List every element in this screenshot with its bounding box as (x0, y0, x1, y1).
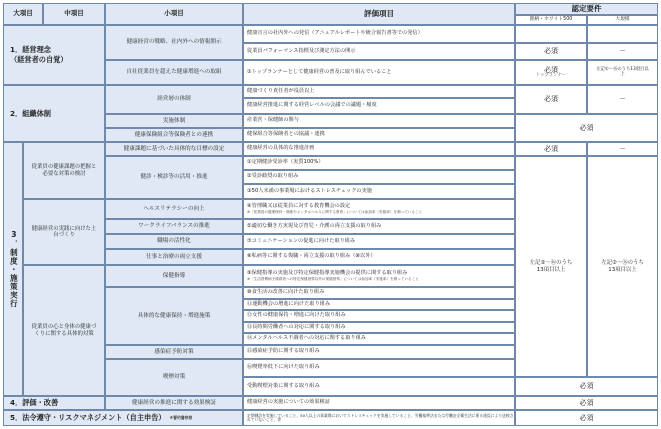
req-e2-large (515, 43, 587, 60)
eval-stress-check: ③50人未満の事業場におけるストレスチェックの実施 (243, 184, 515, 199)
eval-education-note: ※「従業員の健康保持・増進やメンタルヘルスに関する教育」については参加率（実施率）を測っていること (247, 209, 423, 214)
must-mark: 必須 (579, 123, 594, 132)
req-e3-small: 左記①〜⑯のうち13項目以上 (587, 60, 658, 85)
minor-target-setting: 健康課題に基づいた具体的な目標の設定 (105, 142, 243, 156)
req-b1-large (515, 85, 587, 114)
eval-performance-indicators: 従業員パフォーマンス指標及び測定方法の開示 (243, 43, 515, 60)
req-b2-merged (515, 114, 658, 142)
must-mark: 必須 (579, 413, 594, 422)
minor-management-structure: 経営層の体制 (105, 85, 243, 114)
eval-insurer-consultation: 健保組合等保険者との協議・連携 (243, 128, 515, 142)
req-c1-large (515, 142, 587, 156)
eval-long-hours: ⑬長時間労働者への対応に関する取り組み (243, 322, 515, 333)
eval-women-health: ⑫女性の健康保持・増進に向けた取り組み (243, 310, 515, 322)
section-evaluation (3, 396, 105, 410)
eval-health-guidance (243, 265, 515, 287)
eval-effect-verification: 健康経営の実施についての効果検証 (243, 396, 515, 410)
eval-exercise: ⑪運動機会の増進に向けた取り組み (243, 299, 515, 310)
eval-compliance: 定期健診を実施していること、50人以上の事業場においてストレスチェックを実施していること、労働基準法または労働安全衛生法に係る違反により送検されていないこと、等 (243, 410, 515, 426)
minor-insurer-cooperation: 健康保険組合等保険者との連携 (105, 128, 243, 142)
eval-work-style: ⑤適切な働き方実現及び育児・介護の両立支援の取り組み (243, 219, 515, 234)
section-1-label: 1．経営理念 （経営者の自覚） (10, 45, 68, 64)
eval-health-guidance-text: ⑨保健指導の実施及び特定保健指導実施機会の提供に関する取り組み (247, 269, 408, 276)
minor-health-literacy: ヘルスリテラシーの向上 (105, 199, 243, 219)
minor-beyond-employees: 自社従業員を超えた健康増進への取組 (105, 60, 243, 85)
minor-strategy: 健康経営の戦略、社内外への情報開示 (105, 25, 243, 60)
header-minor: 小項目 (105, 3, 243, 25)
eval-education (243, 199, 515, 219)
must-mark: 必須 (544, 95, 558, 104)
req-e2-small (587, 43, 658, 60)
section-management-philosophy (3, 25, 105, 85)
header-major: 大項目 (3, 3, 43, 25)
eval-health-guidance-note: ※「生活習慣病予備群者への特定保健指導以外の保健指導」については参加率（実施率）を測っていること (247, 276, 419, 281)
eval-promotion-plan: 健康経営の具体的な推進計画 (243, 142, 515, 156)
req-b1-small (587, 85, 658, 114)
header-middle: 中項目 (43, 3, 105, 25)
eval-smoking-rate: ⑯喫煙率低下に向けた取り組み (243, 359, 515, 377)
section-3-label: 3．制度・施策実行 (9, 230, 19, 308)
middle-mind-body: 従業員の心と身体の健康づくりに関する具体的対策 (23, 265, 105, 396)
minor-smoking: 喫煙対策 (105, 359, 243, 396)
header-evaluation: 評価項目 (243, 3, 515, 25)
eval-top-runner: ①トップランナーとして健康経営の普及に取り組んでいること (243, 60, 515, 85)
minor-infection-prevention: 感染症予防対策 (105, 345, 243, 359)
req-e3-large (515, 60, 587, 85)
section-policy-execution (3, 142, 23, 396)
minor-effect-verification: 健康経営の推進に関する効果検証 (105, 396, 243, 410)
middle-foundation: 健康経営の実践に向けた土台づくり (23, 199, 105, 265)
eval-management-meeting: 健康経営推進に関する経営レベルの会議での議題・頻度 (243, 98, 515, 114)
req-c-large: 左記②〜⑯のうち13項目以上 (515, 156, 587, 377)
eval-education-text: ④管理職又は従業員に対する教育機会の設定 (247, 202, 351, 209)
eval-checkup-rate: ①定期健診受診率（実質100%） (243, 156, 515, 170)
minor-treatment-balance: 仕事と治療の両立支援 (105, 249, 243, 265)
must-mark: 必須 (579, 398, 594, 407)
eval-health-declaration: 健康宣言の社内外への発信（アニュアルレポートや統合報告書等での発信） (243, 25, 515, 43)
minor-work-life-balance: ワークライフバランスの推進 (105, 219, 243, 234)
minor-health-guidance: 保健指導 (105, 265, 243, 287)
section-2-label: 2．組織体制 (10, 108, 51, 118)
dash-mark: － (619, 95, 626, 104)
eval-return-support: ⑧私病等に関する復職・両立支援の取り組み（⑩以外） (243, 249, 515, 265)
section-5-note: ※誓約書参照 (169, 414, 193, 420)
req-passive-smoking (515, 377, 658, 396)
eval-communication: ⑦コミュニケーションの促進に向けた取り組み (243, 234, 515, 249)
section-5-label: 5．法令遵守・リスクマネジメント（自主申告） (10, 413, 166, 423)
eval-passive-smoking: 受動喫煙対策に関する取り組み (243, 377, 515, 396)
section-4-label: 4．評価・改善 (10, 398, 59, 408)
dash-mark: － (619, 47, 626, 56)
minor-workplace-activation: 職場の活性化 (105, 234, 243, 249)
must-mark: 必須 (544, 47, 558, 56)
must-mark: 必須 (579, 382, 594, 391)
top-runner-label: トップランナー (536, 73, 566, 79)
req-c-small: 左記②〜⑯のうち13項目以上 (587, 156, 658, 377)
req-e1-small (587, 25, 658, 43)
req-c1-small (587, 142, 658, 156)
section-organization (3, 85, 105, 142)
req-compliance (515, 410, 658, 426)
req-e1-large (515, 25, 587, 43)
minor-implementation: 実施体制 (105, 114, 243, 128)
header-requirements: 認定要件 (515, 3, 658, 15)
eval-mental-health: ⑭メンタルヘルス不調者への対応に関する取り組み (243, 333, 515, 345)
must-mark: 必須 (544, 144, 558, 153)
req-d1 (515, 396, 658, 410)
eval-diet: ⑩食生活の改善に向けた取り組み (243, 287, 515, 299)
eval-checkup-encouragement: ②受診勧奨の取り組み (243, 170, 515, 184)
must-mark: 必須 (544, 66, 558, 74)
section-compliance (3, 410, 243, 426)
middle-health-issues: 従業員の健康課題の把握と必要な対策の検討 (23, 142, 105, 199)
minor-specific-measures: 具体的な健康保持・増進施策 (105, 287, 243, 345)
dash-mark: － (619, 144, 626, 153)
minor-health-checkups: 健診・検診等の活用・推進 (105, 156, 243, 199)
eval-industrial-physician: 産業医・保健師の関与 (243, 114, 515, 128)
header-sub-small: 大規模 (587, 15, 658, 25)
eval-infection: ⑮感染症予防に関する取り組み (243, 345, 515, 359)
eval-health-officer: 健康づくり責任者が役員以上 (243, 85, 515, 98)
header-sub-large: 銘柄・ホワイト500 (515, 15, 587, 25)
